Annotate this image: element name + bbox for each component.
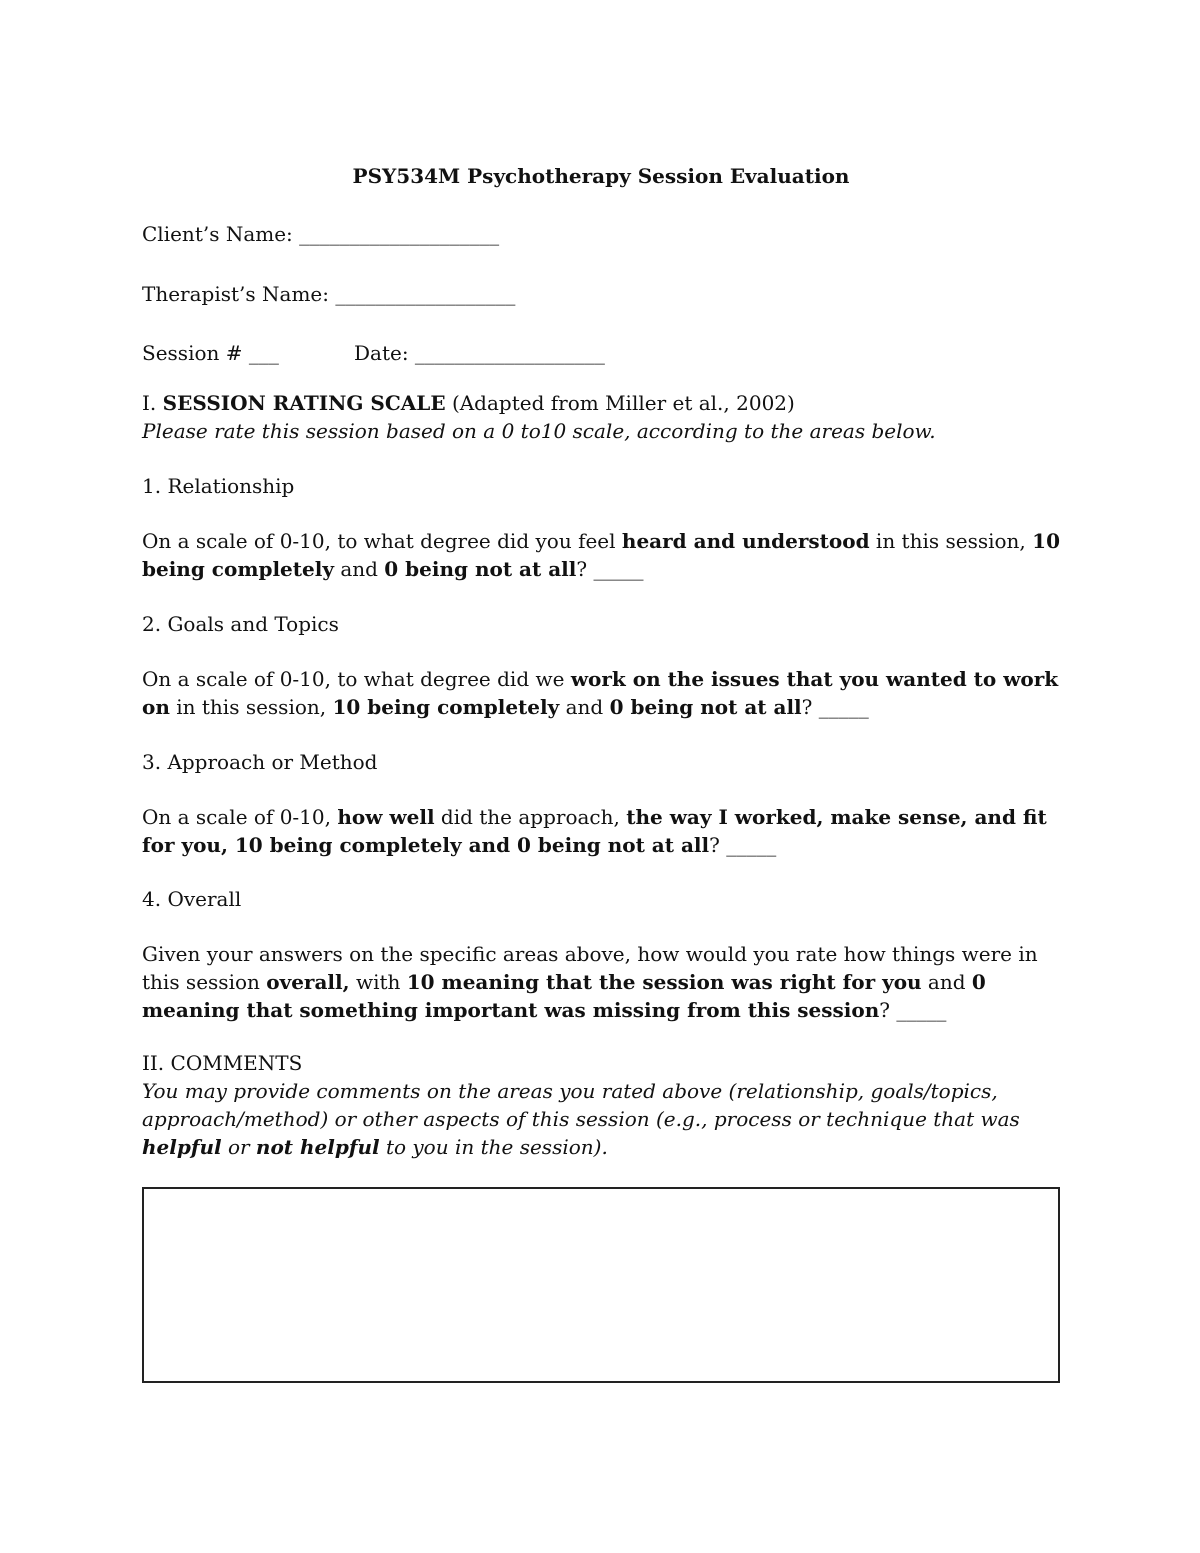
item-1-label: 1. Relationship bbox=[142, 474, 295, 498]
section-2-instruction: You may provide comments on the areas you rated above (relationship, goals/topics, approach/method) or other aspects of this session (e.g., process or technique that was helpful or not helpful to you in the session). bbox=[142, 1079, 1020, 1159]
section-1-instruction: Please rate this session based on a 0 to10 scale, according to the areas below. bbox=[142, 419, 936, 443]
section-2-heading: II. COMMENTS bbox=[142, 1051, 303, 1075]
item-4-question[interactable]: Given your answers on the specific areas above, how would you rate how things were in this session overall, with 10 meaning that the session was right for you and 0 meaning that something important was missing from this session? _____ bbox=[142, 942, 1038, 1022]
item-2-question[interactable]: On a scale of 0-10, to what degree did we work on the issues that you wanted to work on in this session, 10 being completely and 0 being not at all? _____ bbox=[142, 667, 1059, 719]
session-number-field[interactable]: Session # ___ bbox=[142, 341, 279, 365]
item-2-label: 2. Goals and Topics bbox=[142, 612, 339, 636]
item-3-label: 3. Approach or Method bbox=[142, 750, 378, 774]
section-1-title: SESSION RATING SCALE bbox=[162, 391, 446, 415]
section-1-number: I. bbox=[142, 391, 157, 415]
therapist-name-field[interactable]: Therapist’s Name: __________________ bbox=[142, 282, 516, 306]
comments-box[interactable] bbox=[142, 1187, 1060, 1383]
form-title: PSY534M Psychotherapy Session Evaluation bbox=[352, 164, 850, 188]
section-1-heading bbox=[142, 389, 1060, 417]
client-name-field[interactable]: Client’s Name: ____________________ bbox=[142, 222, 500, 246]
date-field[interactable]: Date: ___________________ bbox=[354, 341, 605, 365]
section-1-source: (Adapted from Miller et al., 2002) bbox=[451, 391, 795, 415]
item-4-label: 4. Overall bbox=[142, 887, 242, 911]
evaluation-form bbox=[142, 0, 1060, 1553]
item-1-question[interactable]: On a scale of 0-10, to what degree did you feel heard and understood in this session, 10 being completely and 0 being not at all? _____ bbox=[142, 529, 1060, 581]
item-3-question[interactable]: On a scale of 0-10, how well did the approach, the way I worked, make sense, and fit for you, 10 being completely and 0 being not at all? _____ bbox=[142, 805, 1047, 857]
